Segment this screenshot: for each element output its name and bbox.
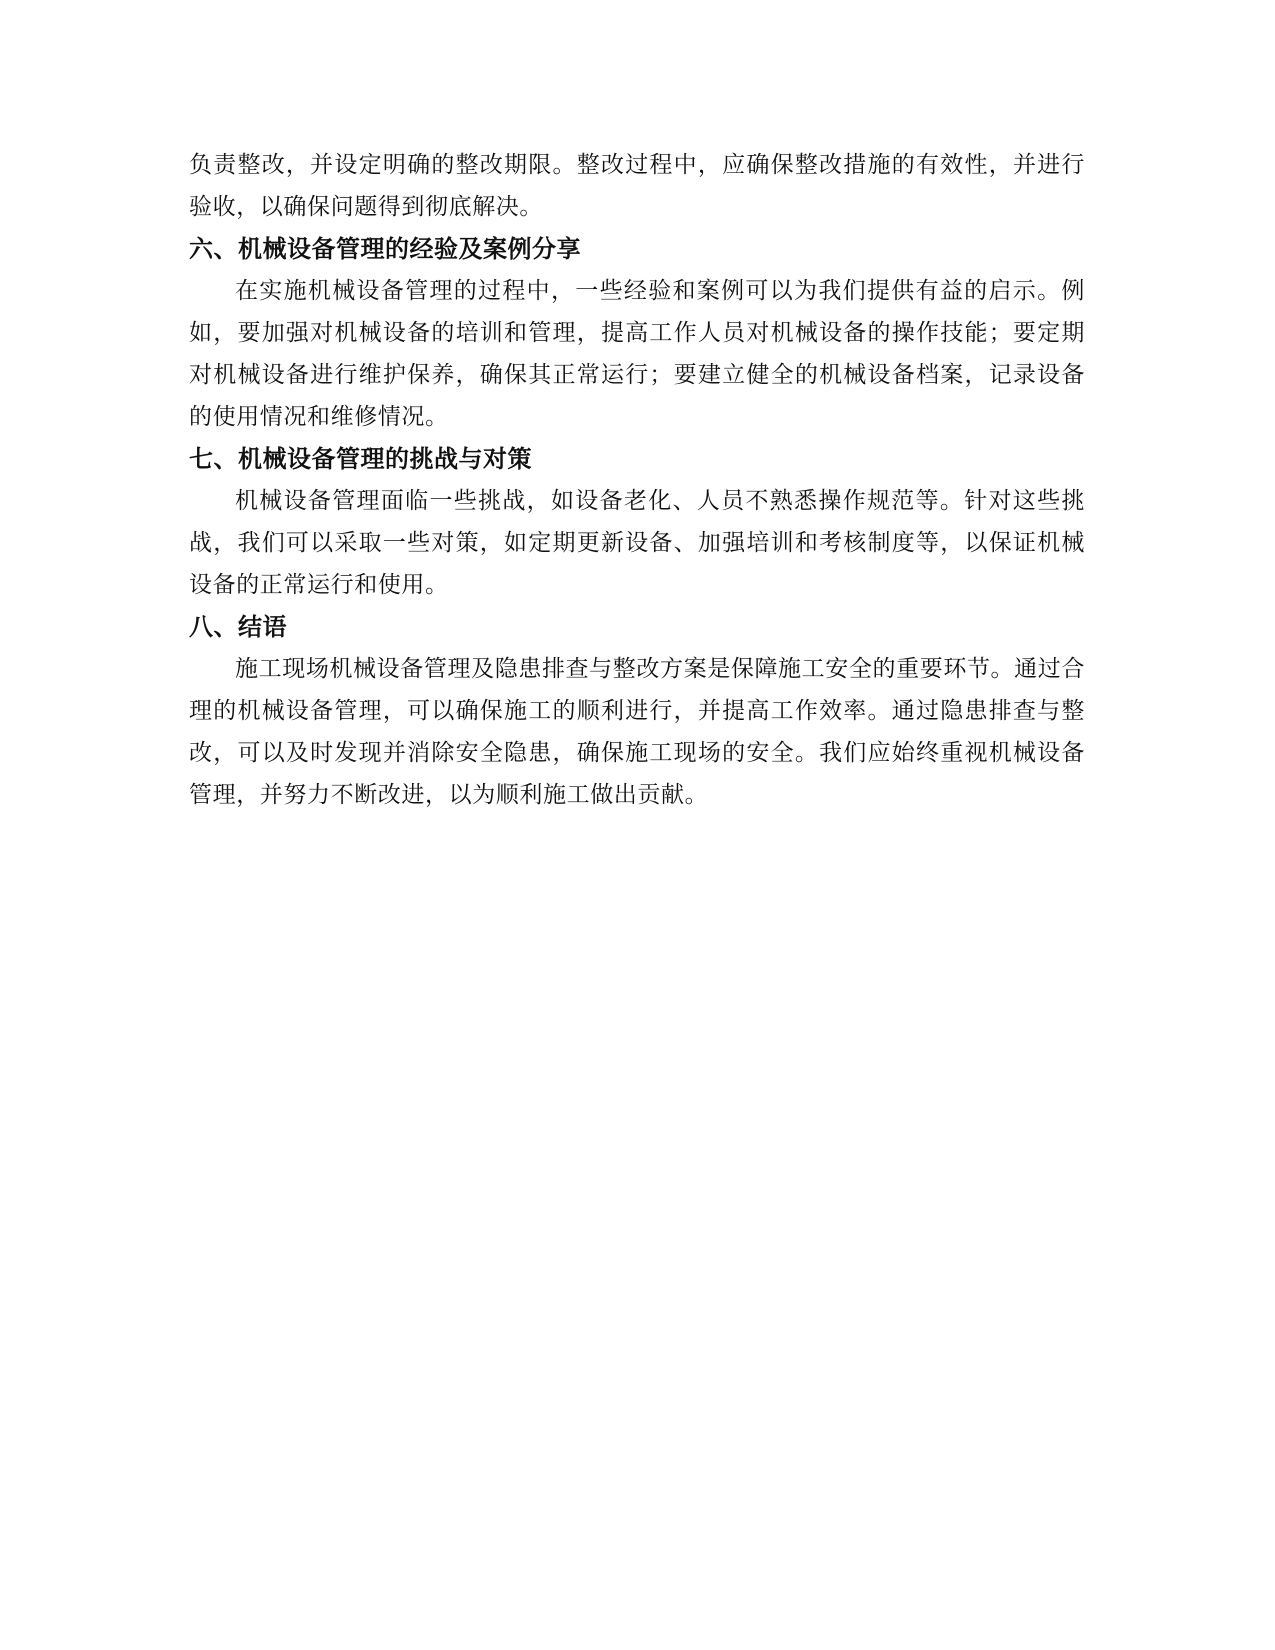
section-challenges: [189, 438, 1085, 606]
section-conclusion: [189, 606, 1085, 816]
section-paragraph-experience: 在实施机械设备管理的过程中，一些经验和案例可以为我们提供有益的启示。例如，要加强对机械设备的培训和管理，提高工作人员对机械设备的操作技能；要定期对机械设备进行维护保养，确保其正常运行；要建立健全的机械设备档案，记录设备的使用情况和维修情况。: [189, 278, 1085, 430]
section-experience: [189, 228, 1085, 438]
continuation-paragraph: 负责整改，并设定明确的整改期限。整改过程中，应确保整改措施的有效性，并进行验收，以确保问题得到彻底解决。: [189, 152, 1085, 220]
document-body: [189, 144, 1085, 816]
section-heading-experience: 六、机械设备管理的经验及案例分享: [189, 235, 581, 263]
section-paragraph-challenges: 机械设备管理面临一些挑战，如设备老化、人员不熟悉操作规范等。针对这些挑战，我们可以采取一些对策，如定期更新设备、加强培训和考核制度等，以保证机械设备的正常运行和使用。: [189, 488, 1085, 598]
section-heading-challenges: 七、机械设备管理的挑战与对策: [189, 445, 532, 473]
section-heading-conclusion: 八、结语: [189, 613, 287, 641]
section-paragraph-conclusion: 施工现场机械设备管理及隐患排查与整改方案是保障施工安全的重要环节。通过合理的机械设备管理，可以确保施工的顺利进行，并提高工作效率。通过隐患排查与整改，可以及时发现并消除安全隐患，确保施工现场的安全。我们应始终重视机械设备管理，并努力不断改进，以为顺利施工做出贡献。: [189, 656, 1085, 808]
